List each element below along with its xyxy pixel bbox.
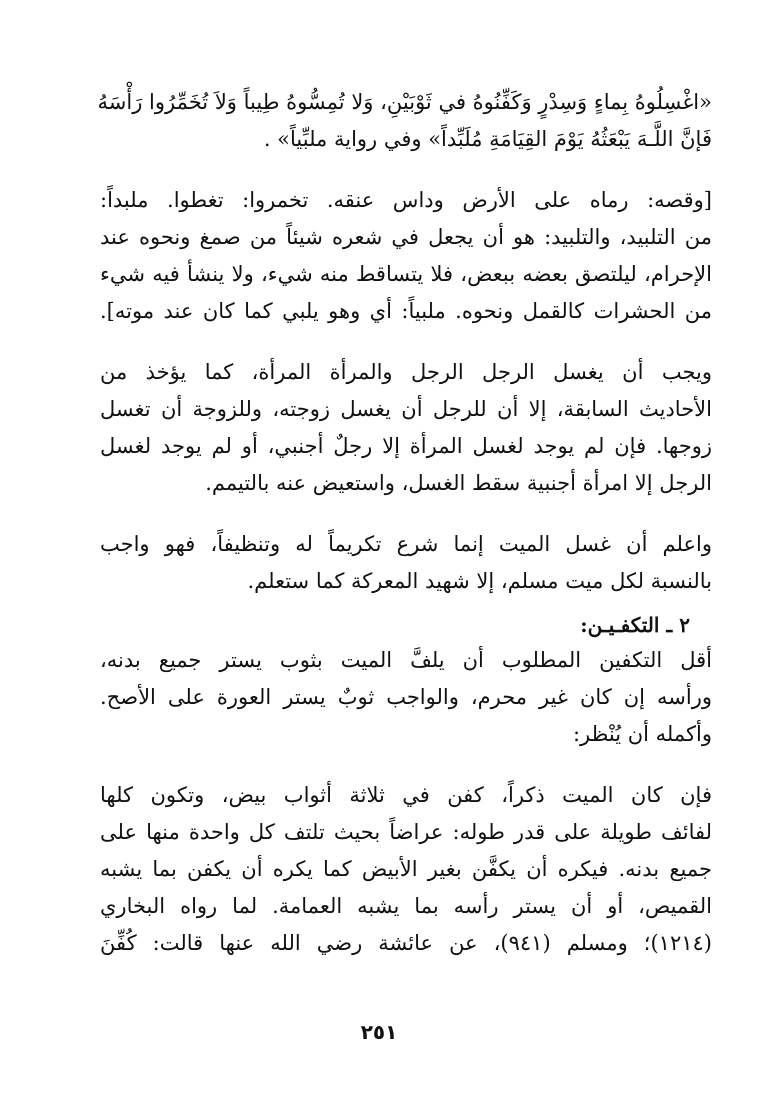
text-line: لفائف طويلة على قدر طوله: عراضاً بحيث تلتف كل واحدة منها على: [100, 820, 712, 844]
text-line: أقل التكفين المطلوب أن يلفَّ الميت بثوب يستر جميع بدنه،: [100, 648, 712, 672]
text-line: الأحاديث السابقة، إلا أن للرجل أن يغسل زوجته، وللزوجة أن تغسل: [100, 397, 712, 421]
text-line: بالنسبة لكل ميت مسلم، إلا شهيد المعركة كما ستعلم.: [247, 569, 712, 593]
notes-paragraph: [100, 182, 712, 330]
text-line: ورأسه إن كان غير محرم، والواجب ثوبٌ يستر العورة على الأصح.: [100, 685, 712, 709]
section-heading: ٢ ـ التكفـيـن:: [580, 613, 690, 637]
text-line: [وقصه: رماه على الأرض وداس عنقه. تخمروا: تغطوا. ملبداً:: [100, 188, 712, 212]
text-line: الرجل إلا امرأة أجنبية سقط الغسل، واستعيض عنه بالتيمم.: [205, 471, 712, 495]
text-line: «اغْسِلُوهُ بِماءٍ وَسِدْرٍ وَكَفِّنُوهُ في ثَوْبَيْنِ، وَلا تُمِسُّوهُ طِيباً وَلاَ تُخَمِّرُوا رَأْسَهُ: [97, 90, 712, 114]
washing-paragraph: [100, 354, 712, 502]
text-line: زوجها. فإن لم يوجد لغسل المرأة إلا رجلٌ أجنبي، أو لم يوجد لغسل: [100, 434, 712, 458]
text-line: (١٢١٤)؛ ومسلم (٩٤١)، عن عائشة رضي الله عنها قالت: كُفِّنَ: [100, 931, 712, 955]
text-line: ويجب أن يغسل الرجل الرجل والمرأة المرأة، كما يؤخذ من: [100, 360, 712, 384]
text-line: وأكمله أن يُنْظر:: [572, 722, 712, 746]
text-line: القميص، أو أن يستر رأسه بما يشبه العمامة. لما رواه البخاري: [100, 894, 712, 918]
page-number: ٢٥١: [360, 1020, 398, 1044]
text-line: فَإنَّ اللَّـهَ يَبْعَثُهُ يَوْمَ القِيَامَةِ مُلَبِّداً» وفي رواية ملبِّياً» .: [263, 127, 712, 151]
text-line: الإحرام، ليلتصق بعضه ببعض، فلا يتساقط منه شيء، ولا ينشأ فيه شيء: [100, 262, 712, 286]
page-body: [97, 84, 712, 962]
text-line: من التلبيد، والتلبيد: هو أن يجعل في شعره شيئاً من صمغ ونحوه عند: [100, 225, 712, 249]
hadith-paragraph: [97, 84, 712, 158]
text-line: من الحشرات كالقمل ونحوه. ملبياً: أي وهو يلبي كما كان عند موته].: [100, 299, 712, 323]
text-line: جميع بدنه. فيكره أن يكفَّن بغير الأبيض كما يكره أن يكفن بما يشبه: [100, 857, 712, 881]
know-paragraph: [100, 526, 712, 600]
male-shroud-paragraph: [100, 777, 712, 962]
text-line: واعلم أن غسل الميت إنما شرع تكريماً له وتنظيفاً، فهو واجب: [100, 532, 712, 556]
shrouding-paragraph: [100, 642, 712, 753]
text-line: فإن كان الميت ذكراً، كفن في ثلاثة أثواب بيض، وتكون كلها: [100, 783, 712, 807]
